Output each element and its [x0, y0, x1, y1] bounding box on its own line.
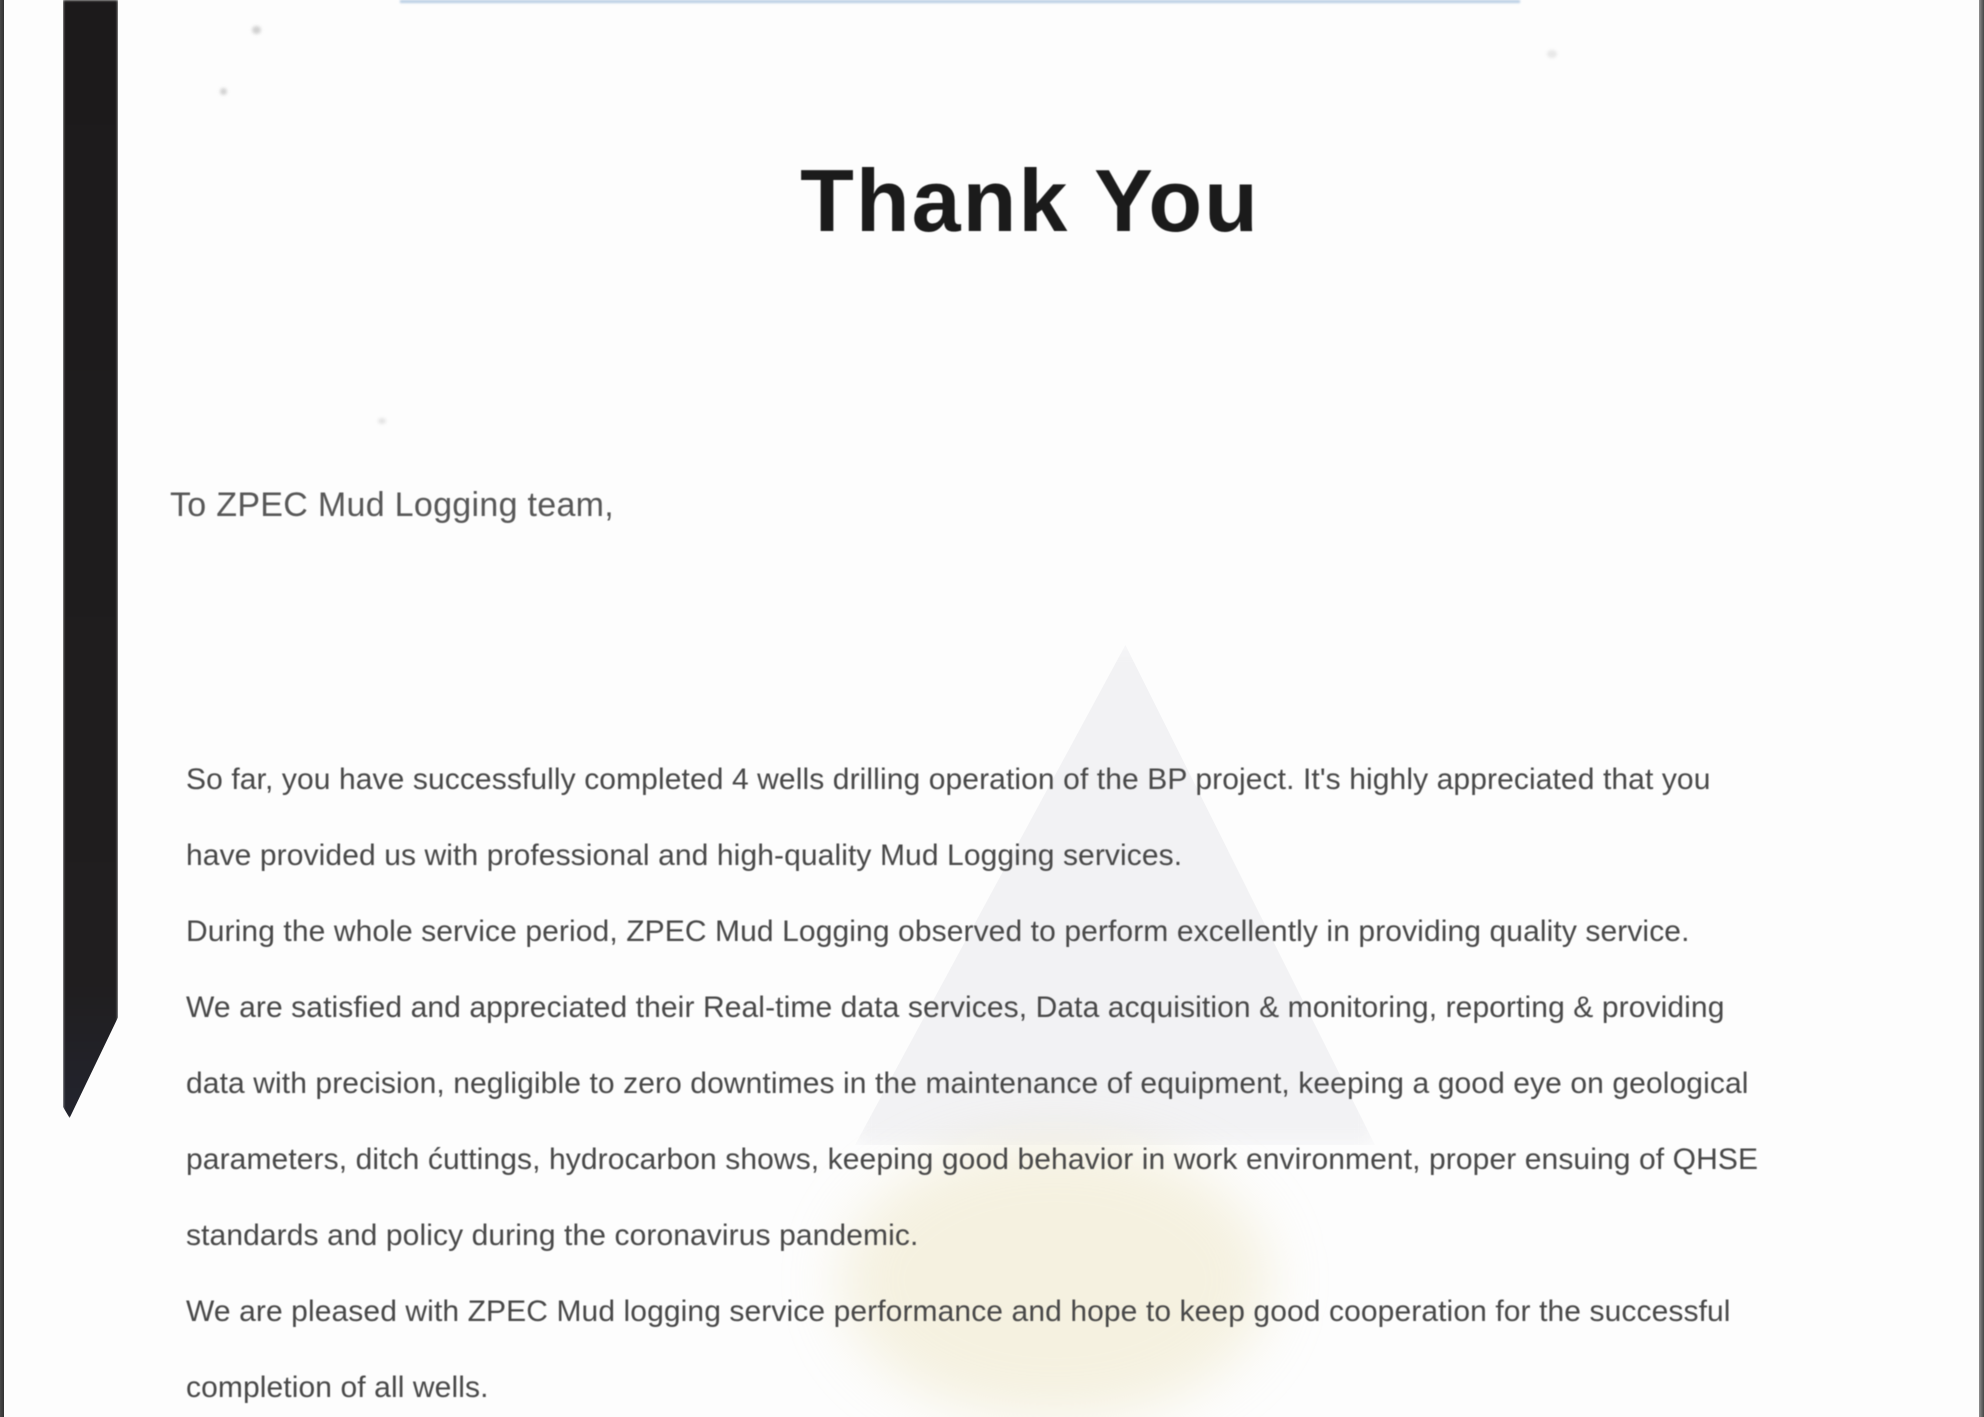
- scan-artifact-streak: [400, 0, 1520, 3]
- letter-body: [186, 742, 1906, 1417]
- letter-line: During the whole service period, ZPEC Mud Logging observed to perform excellently in providing quality service.: [186, 915, 1690, 948]
- letter-title: Thank You: [800, 151, 1260, 250]
- scan-speck: [252, 26, 261, 34]
- scan-speck: [1547, 50, 1557, 58]
- letter-line: completion of all wells.: [186, 1371, 489, 1404]
- letter-line: standards and policy during the coronavirus pandemic.: [186, 1219, 919, 1252]
- letter-line: parameters, ditch ćuttings, hydrocarbon shows, keeping good behavior in work environment, proper ensuing of QHSE: [186, 1143, 1759, 1176]
- letter-line: data with precision, negligible to zero downtimes in the maintenance of equipment, keeping a good eye on geological: [186, 1067, 1749, 1100]
- letter-line: We are satisfied and appreciated their Real-time data services, Data acquisition & monitoring, reporting & providing: [186, 991, 1725, 1024]
- letter-line: So far, you have successfully completed 4 wells drilling operation of the BP project. It's highly appreciated that you: [186, 763, 1711, 796]
- scan-speck: [378, 418, 386, 424]
- letter-salutation: To ZPEC Mud Logging team,: [170, 486, 615, 524]
- letter-line: We are pleased with ZPEC Mud logging service performance and hope to keep good cooperation for the successful: [186, 1295, 1731, 1328]
- letter-line: have provided us with professional and high-quality Mud Logging services.: [186, 839, 1183, 872]
- scan-speck: [220, 88, 227, 95]
